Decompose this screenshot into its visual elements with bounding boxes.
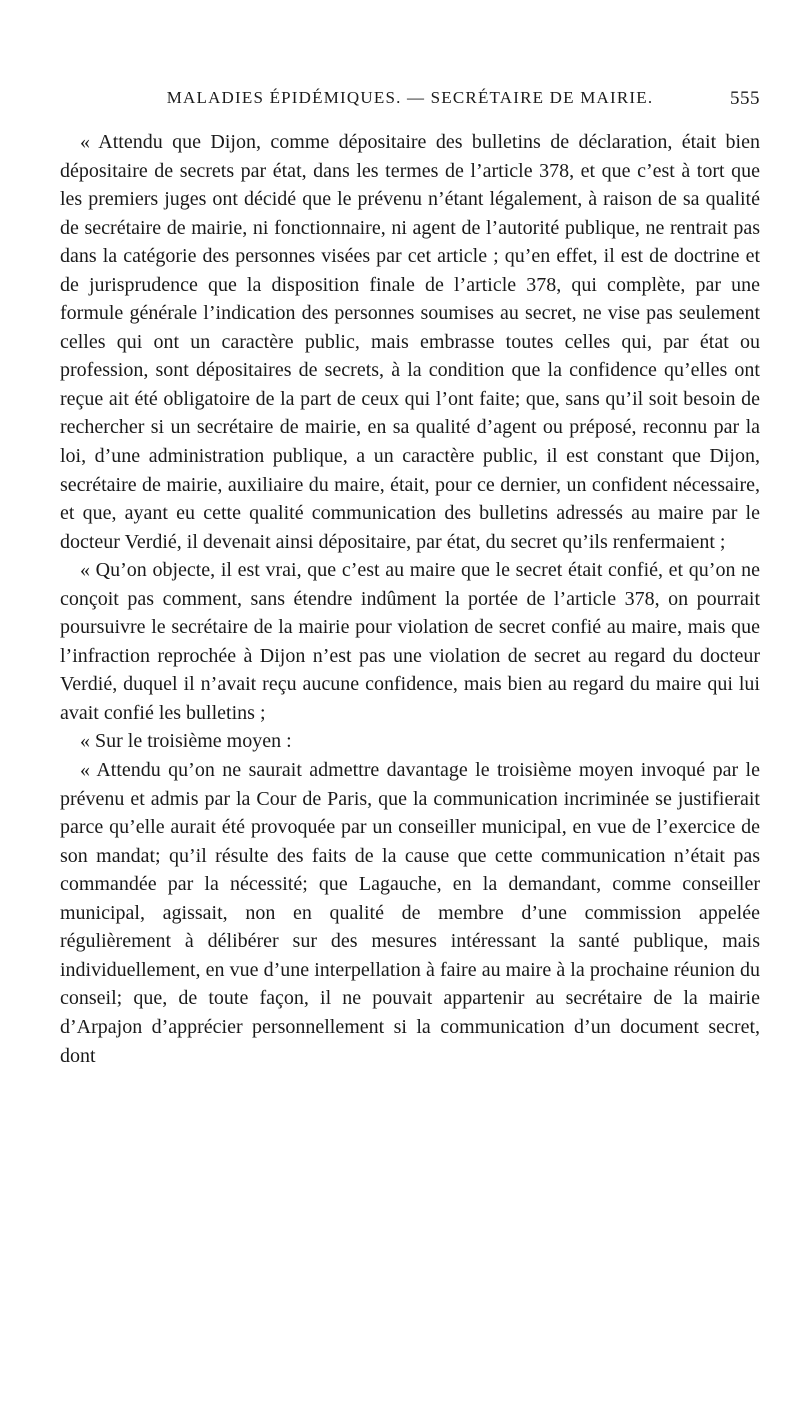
- page-number: 555: [730, 88, 760, 109]
- body-text: [60, 128, 760, 1070]
- paragraph: « Qu’on objecte, il est vrai, que c’est au maire que le secret était confié, et qu’on ne conçoit pas comment, sans étendre indûment la portée de l’article 378, on pourrait poursuivre le secrétaire de la mairie pour violation de secret confié au maire, mais que l’infraction reprochée à Dijon n’est pas une violation de secret au regard du docteur Verdié, duquel il n’avait reçu aucune confidence, mais bien au regard du maire qui lui avait confié les bulletins ;: [60, 559, 760, 724]
- paragraph: « Sur le troisième moyen :: [80, 730, 292, 753]
- running-title: MALADIES ÉPIDÉMIQUES. — SECRÉTAIRE DE MAIRIE.: [166, 88, 654, 107]
- paragraph: « Attendu qu’on ne saurait admettre davantage le troisième moyen invoqué par le prévenu et admis par la Cour de Paris, que la communication incriminée se justifierait parce qu’elle aurait été provoquée par un conseiller municipal, en vue de l’exercice de son mandat; qu’il résulte des faits de la cause que cette communication n’était pas commandée par la nécessité; que Lagauche, en la demandant, comme conseiller municipal, agissait, non en qualité de membre d’une commission appelée régulièrement à délibérer sur des mesures intéressant la santé publique, mais individuellement, en vue d’une interpellation à faire au maire à la prochaine réunion du conseil; que, de toute façon, il ne pouvait appartenir au secrétaire de la mairie d’Arpajon d’apprécier personnellement si la communication d’un document secret, dont: [60, 759, 760, 1067]
- paragraph: « Attendu que Dijon, comme dépositaire des bulletins de déclaration, était bien dépositaire de secrets par état, dans les termes de l’article 378, et que c’est à tort que les premiers juges ont décidé que le prévenu n’étant légalement, à raison de sa qualité de secrétaire de mairie, ni fonctionnaire, ni agent de l’autorité publique, ne rentrait pas dans la catégorie des personnes visées par cet article ; qu’en effet, il est de doctrine et de jurisprudence que la disposition finale de l’article 378, qui complète, par une formule générale l’indication des personnes soumises au secret, ne vise pas seulement celles qui ont un caractère public, mais embrasse toutes celles qui, par état ou profession, sont dépositaires de secrets, à la condition que la confidence qu’elles ont reçue ait été obligatoire de la part de ceux qui l’ont faite; que, sans qu’il soit besoin de rechercher si un secrétaire de mairie, en sa qualité d’agent ou préposé, reconnu par la loi, d’une administration publique, a un caractère public, il est constant que Dijon, secrétaire de mairie, auxiliaire du maire, était, pour ce dernier, un confident nécessaire, et que, ayant eu cette qualité communication des bulletins adressés au maire par le docteur Verdié, il devenait ainsi dépositaire, par état, du secret qu’ils renfermaient ;: [60, 131, 760, 553]
- running-header: [60, 88, 760, 118]
- book-page: [60, 88, 760, 1070]
